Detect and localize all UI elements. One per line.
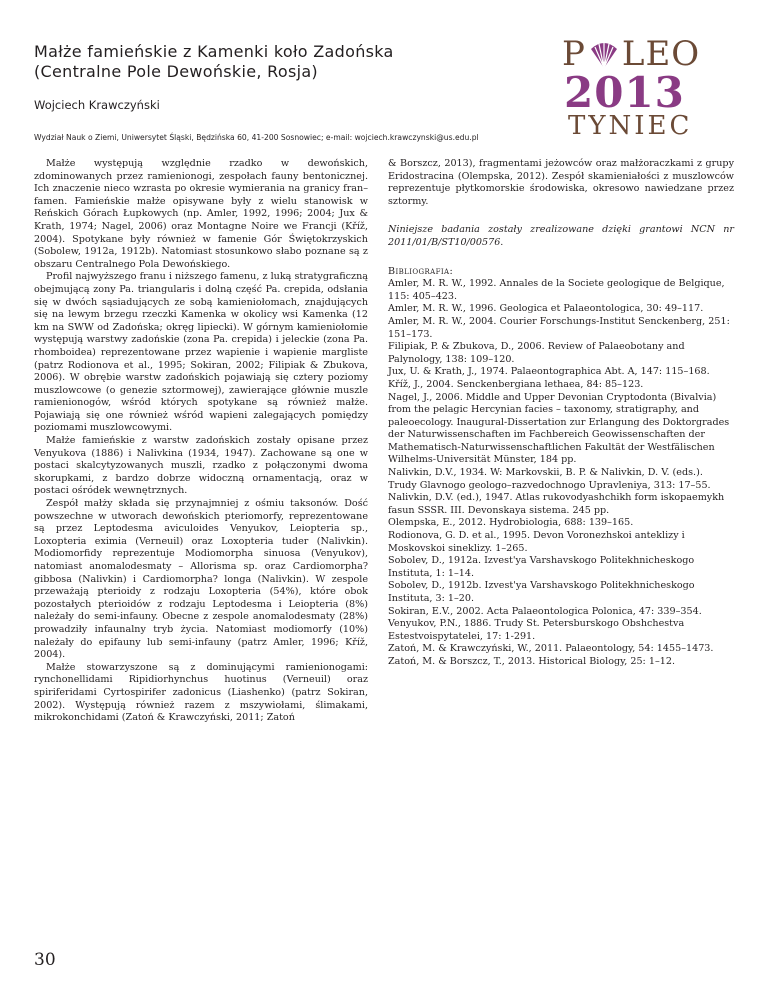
reference-item: Kříž, J., 2004. Senckenbergiana lethaea, 84: 85–123. [388,378,644,390]
author-affiliation: Wydział Nauk o Ziemi, Uniwersytet Śląski, Będzińska 60, 41-200 Sosnowiec; e-mail: wojciech.krawczynski@us.edu.pl [34,133,479,142]
reference-item: Amler, M. R. W., 2004. Courier Forschungs-Institut Senckenberg, 251: 151–173. [388,315,730,340]
body-paragraph-continued: & Borszcz, 2013), fragmentami jeżowców oraz małżoraczkami z grupy Eridostracina (Olempska, 2012). Zespół skamieniałości z muszlowców reprezentuje płytkomorskie środowiska, okresowo nawiedzane przez sztormy. [388,158,734,207]
body-paragraph: Małże występują względnie rzadko w dewońskich, zdominowanych przez ramienionogi, zespołach fauny bentonicznej. Ich znaczenie nieco wzrasta po okresie wymierania na granicy fran–famen. Famieńskie małże opisywane były z wielu stanowisk w Reńskich Górach Łupkowych (np. Amler, 1992, 1996; 2004; Jux & Krath, 1974; Nagel, 2006) oraz Montagne Noire we Francji (Kříž, 2004). Spotykane były również w famenie Gór Świętokrzyskich (Sobolew, 1912a, 1912b). Natomiast stosunkowo słabo poznane są z obszaru Centralnego Pola Dewońskiego. [34,158,368,270]
right-column [388,158,734,669]
acknowledgement: Niniejsze badania zostały zrealizowane dzięki grantowi NCN nr 2011/01/B/ST10/00576. [388,224,734,248]
paleo-2013-logo [562,34,734,141]
logo-letter-p: P [562,34,586,74]
title-line-1: Małże famieńskie z Kamenki koło Zadońska [34,42,394,61]
page-number: 30 [34,950,56,970]
reference-item: Rodionova, G. D. et al., 1995. Devon Voronezhskoi anteklizy i Moskovskoi sineklizy. 1–265. [388,530,685,554]
reference-list [388,278,734,668]
reference-item: Venyukov, P.N., 1886. Trudy St. Petersburskogo Obshchestva Estestvoispytatelei, 17: 1-291. [388,618,685,642]
body-paragraph: Profil najwyższego franu i niższego famenu, z luką stratygraficzną obejmującą zony Pa. triangularis i dolną część Pa. crepida, odsłania się w dwóch sąsiadujących ze sobą kamieniołomach, znajdujących się na lewym brzegu rzeczki Kamenka w okolicy wsi Kamenka (12 km na SWW od Zadońska; okręg lipiecki). W górnym kamieniołomie występują warstwy zadońskie (zona Pa. crepida) i jeleckie (zona Pa. rhomboidea) reprezentowane przez wapienie i wapienie margliste (patrz Rodionova et al., 1995; Sokiran, 2002; Filipiak & Zbukova, 2006). W obrębie warstw zadońskich pojawiają się cztery poziomy muszlowcowe (o genezie sztormowej), zawierające głównie muszle ramienionogów, wśród których spotykane są również małże. Pojawiają się one również wśród wapieni zalegających pomiędzy poziomami muszlowcowymi. [34,271,368,434]
author-name: Wojciech Krawczyński [34,98,160,112]
reference-item: Nalivkin, D.V. (ed.), 1947. Atlas rukovodyashchikh form iskopaemykh fasun SSSR. III. Devonskaya sistema. 245 pp. [388,492,725,516]
reference-item: Filipiak, P. & Zbukova, D., 2006. Review of Palaeobotany and Palynology, 138: 109–120. [388,341,685,365]
reference-item: Amler, M. R. W., 1996. Geologica et Palaeontologica, 30: 49–117. [388,303,704,315]
body-paragraph: Małże stowarzyszone są z dominującymi ramienionogami: rynchonellidami Ripidiorhynchus huotinus (Verneuil) oraz spiriferidami Cyrtospirifer zadonicus (Liashenko) (patrz Sokiran, 2002). Występują również razem z mszywiołami, ślimakami, mikrokonchidami (Zatoń & Krawczyński, 2011; Zatoń [34,661,368,724]
reference-item: Jux, U. & Krath, J., 1974. Palaeontographica Abt. A, 147: 115–168. [388,366,710,378]
logo-letters-leo: LEO [621,34,701,74]
reference-item: Amler, M. R. W., 1992. Annales de la Societe geologique de Belgique, 115: 405–423. [388,278,725,302]
title-line-2: (Centralne Pole Dewońskie, Rosja) [34,62,318,81]
reference-item: Olempska, E., 2012. Hydrobiologia, 688: 139–165. [388,517,634,529]
page-title [34,42,504,82]
reference-item: Sokiran, E.V., 2002. Acta Palaeontologica Polonica, 47: 339–354. [388,605,702,617]
reference-item: Zatoń, M. & Borszcz, T., 2013. Historical Biology, 25: 1–12. [388,655,676,667]
left-column [34,158,368,725]
reference-item: Sobolev, D., 1912b. Izvest'ya Varshavskogo Politekhnicheskogo Instituta, 3: 1–20. [388,580,695,604]
reference-item: Sobolev, D., 1912a. Izvest'ya Varshavskogo Politekhnicheskogo Instituta, 1: 1–14. [388,555,695,579]
reference-item: Nagel, J., 2006. Middle and Upper Devonian Cryptodonta (Bivalvia) from the pelagic Hercynian facies – taxonomy, stratigraphy, and paleoecology. Inaugural-Dissertation zur Erlangung des Doktorgrades der Naturwissenschaften im Fachbereich Geowissenschaften der Mathematisch-Naturwissenschaftlichen Fakultät der Westfälischen Wilhelms-Universität Münster, 184 pp. [388,391,730,466]
bibliography-heading: Bibliografia: [388,265,454,277]
reference-item: Zatoń, M. & Krawczyński, W., 2011. Palaeontology, 54: 1455–1473. [388,643,714,655]
body-paragraph: Zespół małży składa się przynajmniej z ośmiu taksonów. Dość powszechne w utworach dewońskich pteriomorfy, reprezentowane są przez Leptodesma aviculoides Venyukov, Leiopteria sp., Loxopteria eximia (Verneuil) oraz Loxopteria tuder (Nalivkin). Modiomorfidy reprezentuje Modiomorpha sinuosa (Venyukov), natomiast anomalodesmaty – Allorisma sp. oraz Cardiomorpha? gibbosa (Nalivkin) i Cardiomorpha? longa (Nalivkin). W zespole przeważają pterioidy z rodzaju Loxopteria (54%), które obok pozostałych pterioidów z rodzaju Leptodesma i Leiopteria (8%) należały do semi-infauny. Obecne z zespole anomalodesmaty (28%) prowadziły infaunalny tryb życia. Natomiast modiomorfy (10%) należały do epifauny lub semi-infauny (patrz Amler, 1996; Kříž, 2004). [34,498,368,661]
body-paragraph: Małże famieńskie z warstw zadońskich zostały opisane przez Venyukova (1886) i Nalivkina (1934, 1947). Zachowane są one w postaci skalcytyzowanych muszli, rzadko z połączonymi dwoma skorupkami, z bardzo dobrze widoczną ornamentacją, oraz w postaci ośródek wewnętrznych. [34,435,368,497]
reference-item: Nalivkin, D.V., 1934. W: Markovskii, B. P. & Nalivkin, D. V. (eds.). Trudy Glavnogo geologo–razvedochnogo Upravleniya, 313: 17–55. [388,467,711,491]
logo-place: TYNIEC [568,111,693,141]
shell-icon [587,37,621,71]
logo-year: 2013 [564,68,685,117]
